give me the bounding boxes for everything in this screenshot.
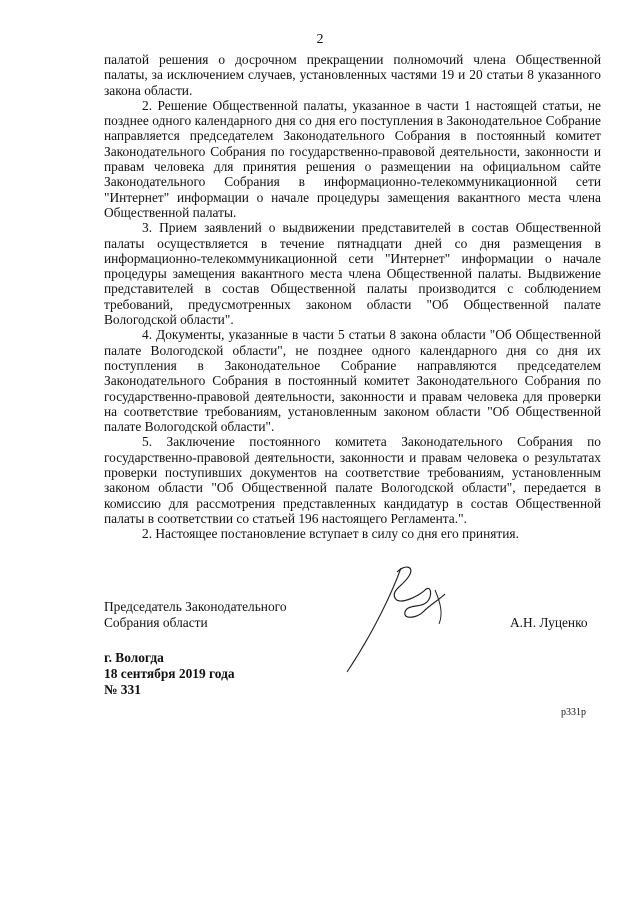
footer-number: № 331: [104, 682, 141, 697]
paragraph-effective: 2. Настоящее постановление вступает в силу со дня его принятия.: [142, 526, 519, 542]
paragraph-2: 2. Решение Общественной палаты, указанное в части 1 настоящей статьи, не позднее одного календарного дня со дня его поступления в Законодательное Собрание направляется председателем Законодательного Собрания в постоянный комитет Законодательного Собрания по государственно-правовой деятельности, законности и правам человека для принятия решения о размещении на официальном сайте Законодательного Собрания в информационно-телекоммуникационной сети "Интернет" информации о начале процедуры замещения вакантного места члена Общественной палаты.: [104, 97, 601, 220]
document-body: [104, 52, 601, 542]
chairman-title-line2: Собрания области: [104, 615, 208, 630]
file-code: p331p: [561, 707, 586, 718]
paragraph-3: 3. Прием заявлений о выдвижении представителей в состав Общественной палаты осуществляется в течение пятнадцати дней со дня размещения в информационно-телекоммуникационной сети "Интернет" информации о начале процедуры замещения вакантного места члена Общественной палаты. Выдвижение представителей в состав Общественной палаты производится с соблюдением требований, предусмотренных законом области "Об Общественной палате Вологодской области".: [104, 220, 601, 328]
chairman-title: [104, 599, 287, 631]
chairman-title-line1: Председатель Законодательного: [104, 599, 287, 614]
signer-name: А.Н. Луценко: [510, 615, 588, 630]
page-number: 2: [316, 32, 324, 47]
paragraph-4: 4. Документы, указанные в части 5 статьи 8 закона области "Об Общественной палате Вологодской области", не позднее одного календарного дня со дня их поступления в Законодательное Собрание направляются председателем Законодательного Собрания в постоянный комитет Законодательного Собрания по государственно-правовой деятельности, законности и правам человека для проверки на соответствие требованиям, установленным законом области "Об Общественной палате Вологодской области".: [104, 327, 601, 435]
footer-city: г. Вологда: [104, 650, 164, 665]
paragraph-5: 5. Заключение постоянного комитета Законодательного Собрания по государственно-правовой деятельности, законности и правам человека о результатах проверки поступивших документов на соответствие требованиям, установленным законом области "Об Общественной палате Вологодской области", передается в комиссию для рассмотрения представленных кандидатур в состав Общественной палаты в соответствии со статьей 196 настоящего Регламента.".: [104, 434, 601, 526]
handwritten-signature: [335, 560, 475, 680]
paragraph-continuation: палатой решения о досрочном прекращении полномочий члена Общественной палаты, за исключением случаев, установленных частями 19 и 20 статьи 8 указанного закона области.: [104, 52, 601, 98]
footer-date: 18 сентября 2019 года: [104, 666, 235, 681]
document-footer: [104, 650, 235, 698]
